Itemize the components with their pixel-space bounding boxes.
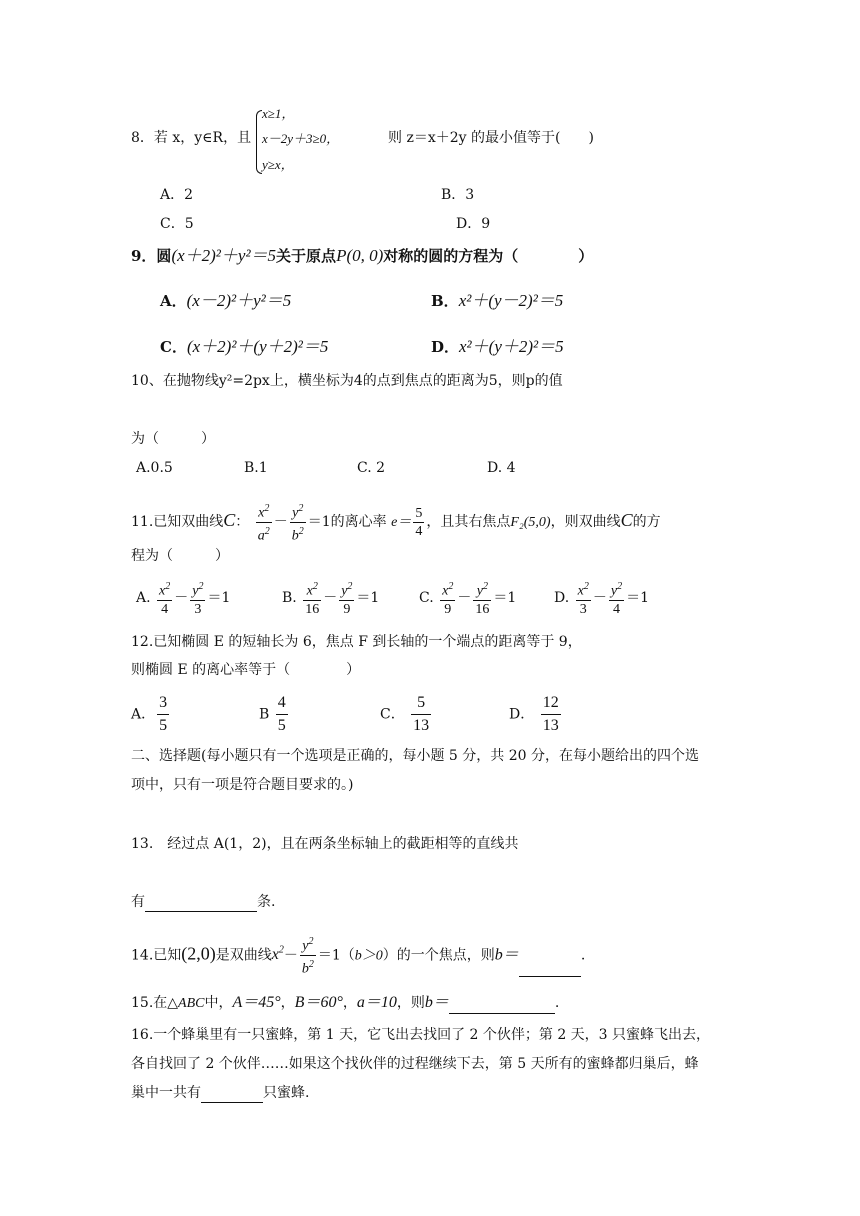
q14-stem: 14.已知(2,0)是双曲线$x^2-$ $\frac{y^2}{b^2}$ ＝1（b＞0）的一个焦点，则b＝ .	[131, 932, 585, 977]
q8-sys1: x≥1，	[262, 106, 295, 121]
q9-option-b: B．x²＋(y－2)²＝5	[431, 291, 564, 310]
q11-frac-y: $\frac{y^2}{b^2}$	[290, 500, 306, 544]
q11-option-b: B. $\frac{x^2}{16}$ － $\frac{y^2}{9}$ ＝1	[282, 578, 379, 618]
q8-option-a: A．2	[160, 187, 194, 203]
section2-line2: 项中，只有一项是符合题目要求的。)	[131, 777, 354, 793]
q11-stem: 11.已知双曲线C： $\frac{x^2}{a^2}$ － $\frac{y^2}{b^2}$ ＝1的离心率 e＝ $\frac{5}{4}$ ，且其右焦点F₂(5,0)，则双曲线C的方	[131, 500, 661, 544]
q11-frac-x: $\frac{x^2}{a^2}$	[256, 500, 272, 544]
q11-option-a: A. $\frac{x^2}{4}$ － $\frac{y^2}{3}$ ＝1	[136, 578, 230, 618]
q12-option-a: A． $\frac{3}{5}$	[131, 694, 168, 734]
q16-line2: 各自找回了 2 个伙伴……如果这个找伙伴的过程继续下去，第 5 天所有的蜜蜂都归巢后，蜂	[131, 1056, 699, 1072]
q11-option-d: D. $\frac{x^2}{3}$ － $\frac{y^2}{4}$ ＝1	[554, 578, 649, 618]
q16-line3: 巢中一共有 只蜜蜂.	[131, 1085, 310, 1101]
q8-option-c: C．5	[160, 216, 194, 232]
q10-line1: 10、在抛物线y²=2px上，横坐标为4的点到焦点的距离为5，则p的值	[131, 373, 563, 389]
q8-stem: 8．若 x，y∈R，且	[131, 130, 252, 146]
q13-line2: 有 条.	[131, 894, 276, 910]
q10-option-c: C. 2	[357, 460, 386, 476]
q8-suffix: 则 z＝x＋2y 的最小值等于( )	[388, 130, 594, 146]
q12-line2: 则椭圆 E 的离心率等于（ ）	[131, 662, 361, 678]
q12-option-b: B $\frac{4}{5}$	[259, 694, 286, 734]
q10-option-d: D. 4	[487, 460, 516, 476]
q8-option-b: B．3	[441, 187, 475, 203]
q10-option-a: A.0.5	[136, 460, 173, 476]
q13-line1: 13. 经过点 A(1，2)，且在两条坐标轴上的截距相等的直线共	[131, 836, 519, 852]
q8-sys3: y≥x，	[262, 157, 294, 172]
q9-option-c: C．(x＋2)²＋(y＋2)²＝5	[160, 337, 329, 356]
q10-option-b: B.1	[244, 460, 268, 476]
q16-line1: 16.一个蜂巢里有一只蜜蜂，第 1 天，它飞出去找回了 2 个伙伴；第 2 天，3 只蜜蜂飞出去，	[131, 1027, 711, 1043]
q11-option-c: C. $\frac{x^2}{9}$ － $\frac{y^2}{16}$ ＝1	[419, 578, 516, 618]
q12-line1: 12.已知椭圆 E 的短轴长为 6，焦点 F 到长轴的一个端点的距离等于 9，	[131, 634, 582, 650]
q16-answer-blank	[201, 1086, 263, 1103]
q9-stem: 9．圆(x＋2)²＋y²＝5关于原点P(0, 0)对称的圆的方程为（ ）	[131, 246, 594, 265]
q12-option-d: D． $\frac{12}{13}$	[509, 694, 559, 734]
q15-answer-blank	[449, 997, 555, 1014]
q15-stem: 15.在△ABC中，A＝45°，B＝60°，a＝10，则b＝ .	[131, 993, 559, 1014]
q9-option-d: D．x²＋(y＋2)²＝5	[431, 337, 564, 356]
section2-line1: 二、选择题(每小题只有一个选项是正确的，每小题 5 分，共 20 分，在每小题给出的四个选	[131, 748, 699, 764]
q8-option-d: D．9	[456, 216, 491, 232]
q9-option-a: A．(x－2)²＋y²＝5	[160, 291, 292, 310]
q12-option-c: C． $\frac{5}{13}$	[380, 694, 430, 734]
q13-answer-blank	[145, 895, 257, 912]
q14-answer-blank	[519, 960, 581, 977]
q10-line2: 为（ ）	[131, 431, 215, 447]
q8-sys2: x－2y＋3≥0，	[262, 131, 340, 146]
q11-line2: 程为（ ）	[131, 548, 229, 564]
